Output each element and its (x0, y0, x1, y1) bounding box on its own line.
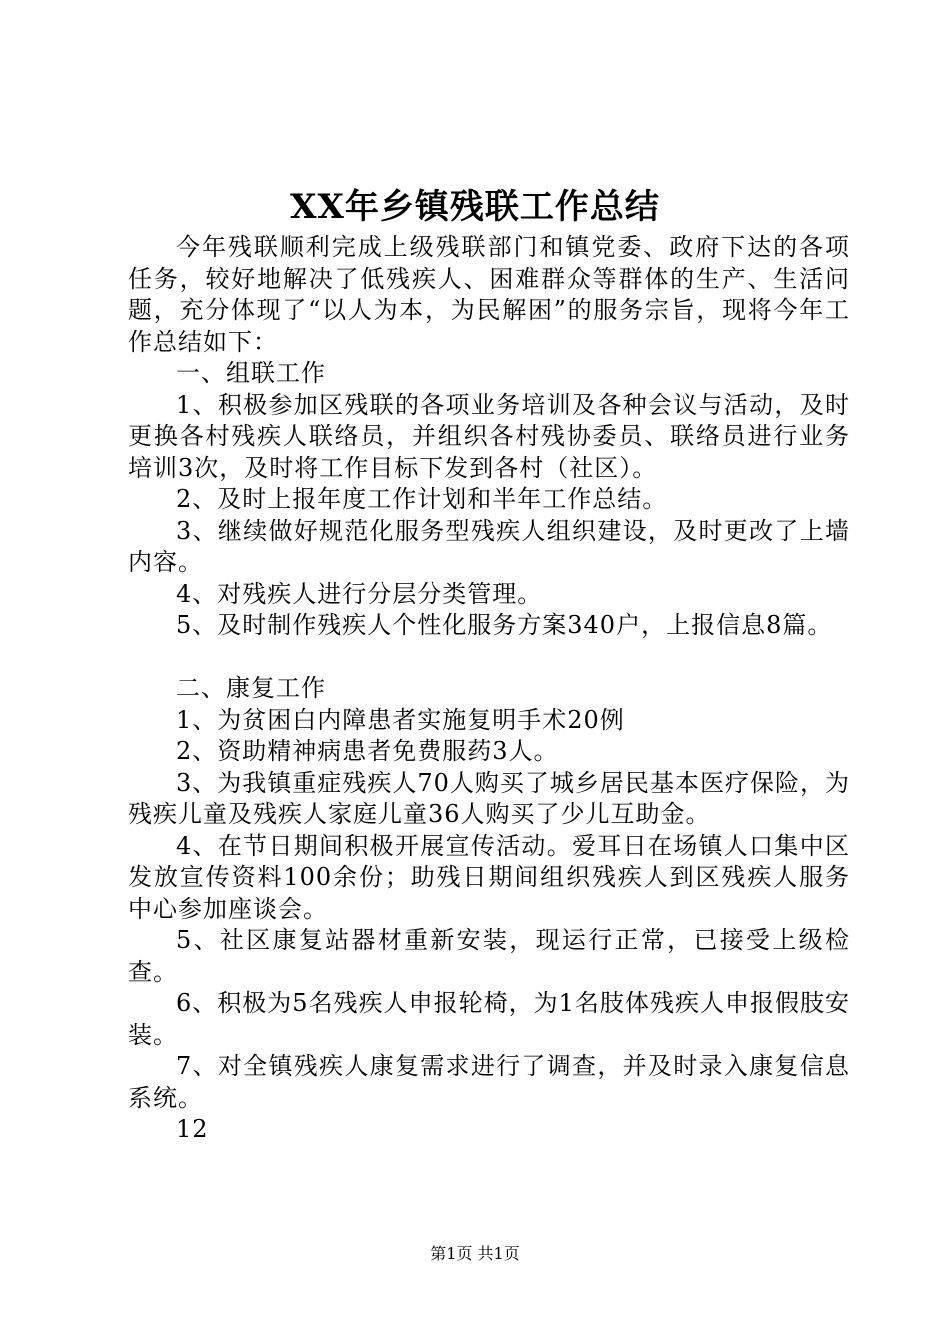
list-item: 5、及时制作残疾人个性化服务方案340户，上报信息8篇。 (176, 611, 833, 639)
trailing-text: 12 (176, 1115, 209, 1143)
section-heading-rehabilitation: 二、康复工作 (176, 674, 326, 702)
list-item: 2、及时上报年度工作计划和半年工作总结。 (176, 485, 668, 513)
list-item: 6、积极为5名残疾人申报轮椅，为1名肢体残疾人申报假肢安装。 (128, 989, 850, 1049)
document-body (128, 232, 850, 1146)
section-heading-organization: 一、组联工作 (176, 359, 326, 387)
list-item: 5、社区康复站器材重新安装，现运行正常，已接受上级检查。 (128, 926, 850, 986)
list-item: 4、在节日期间积极开展宣传活动。爱耳日在场镇人口集中区发放宣传资料100余份；助残日期间组织残疾人到区残疾人服务中心参加座谈会。 (128, 831, 850, 923)
list-item: 3、继续做好规范化服务型残疾人组织建设，及时更改了上墙内容。 (128, 516, 850, 576)
list-item: 1、为贫困白内障患者实施复明手术20例 (176, 705, 625, 734)
list-item: 7、对全镇残疾人康复需求进行了调查，并及时录入康复信息系统。 (128, 1052, 850, 1112)
list-item: 1、积极参加区残联的各项业务培训及各种会议与活动，及时更换各村残疾人联络员，并组织各村残协委员、联络员进行业务培训3次，及时将工作目标下发到各村（社区）。 (128, 390, 850, 482)
intro-paragraph: 今年残联顺利完成上级残联部门和镇党委、政府下达的各项任务，较好地解决了低残疾人、困难群众等群体的生产、生活问题，充分体现了“以人为本，为民解困”的服务宗旨，现将今年工作总结如下： (128, 233, 850, 356)
page-footer: 第1页 共1页 (430, 1244, 520, 1263)
list-item: 3、为我镇重症残疾人70人购买了城乡居民基本医疗保险，为残疾儿童及残疾人家庭儿童36人购买了少儿互助金。 (128, 768, 850, 828)
list-item: 2、资助精神病患者免费服药3人。 (176, 737, 559, 765)
list-item: 4、对残疾人进行分层分类管理。 (176, 579, 543, 608)
document-title: XX年乡镇残联工作总结 (290, 187, 660, 227)
